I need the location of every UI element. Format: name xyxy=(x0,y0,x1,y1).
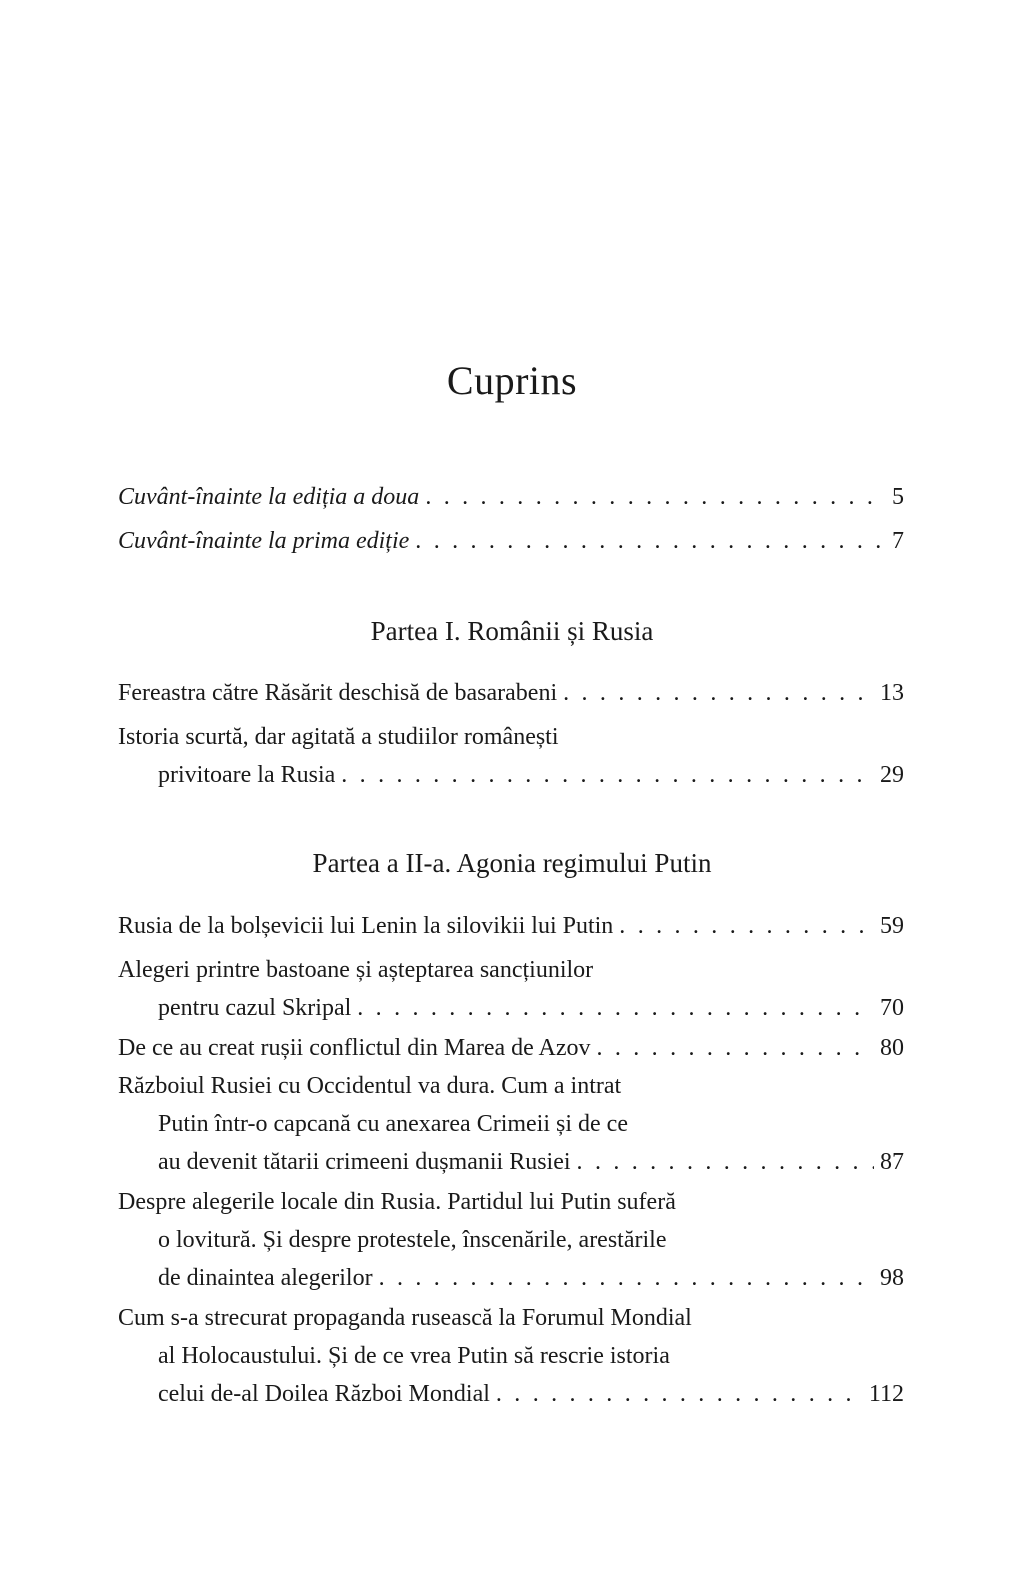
toc-entry-title: al Holocaustului. Și de ce vrea Putin să rescrie istoria xyxy=(158,1343,670,1369)
toc-entry-title: Alegeri printre bastoane și așteptarea sancțiunilor xyxy=(118,957,594,983)
toc-entry-line xyxy=(118,1298,904,1338)
toc-page-number: 70 xyxy=(880,995,904,1021)
toc-entry-title: au devenit tătarii crimeeni dușmanii Rusiei xyxy=(158,1149,571,1175)
toc-page-number: 13 xyxy=(880,680,904,706)
page-title: Cuprins xyxy=(446,358,578,403)
leader-dots xyxy=(563,673,874,713)
toc-entry-line xyxy=(118,950,904,990)
toc-entry-title: Fereastra către Răsărit deschisă de basarabeni xyxy=(118,680,558,706)
leader-dots xyxy=(596,1028,874,1068)
leader-dots xyxy=(496,1374,863,1414)
toc-page-number: 87 xyxy=(880,1149,904,1175)
toc-entry-line xyxy=(118,1104,904,1144)
toc-entry xyxy=(118,1374,904,1414)
toc-page-number: 80 xyxy=(880,1035,904,1061)
toc-entry-title: pentru cazul Skripal xyxy=(158,995,352,1021)
toc-page-number: 29 xyxy=(880,762,904,788)
leader-dots xyxy=(357,988,874,1028)
toc-entry xyxy=(118,988,904,1028)
toc-entry-title: Cuvânt-înainte la ediția a doua xyxy=(118,484,420,510)
toc-page-number: 59 xyxy=(880,913,904,939)
toc-entry-title: Rusia de la bolșevicii lui Lenin la silovikii lui Putin xyxy=(118,913,614,939)
toc-entry-title: Putin într-o capcană cu anexarea Crimeii și de ce xyxy=(158,1111,628,1137)
toc-entry-title: o lovitură. Și despre protestele, înscenările, arestările xyxy=(158,1227,667,1253)
toc-entry-title: De ce au creat rușii conflictul din Marea de Azov xyxy=(118,1035,591,1061)
toc-entry xyxy=(118,477,904,517)
toc-entry-line xyxy=(118,1066,904,1106)
leader-dots xyxy=(425,477,886,517)
toc-entry xyxy=(118,673,904,713)
toc-entry-title: Istoria scurtă, dar agitată a studiilor românești xyxy=(118,724,559,750)
toc-entry-title: Despre alegerile locale din Rusia. Partidul lui Putin suferă xyxy=(118,1189,676,1215)
leader-dots xyxy=(619,906,874,946)
toc-entry-line xyxy=(118,1182,904,1222)
toc-entry-title: de dinaintea alegerilor xyxy=(158,1265,373,1291)
toc-entry xyxy=(118,1028,904,1068)
toc-entry-line xyxy=(118,1220,904,1260)
part-heading: Partea I. Românii și Rusia xyxy=(370,616,654,646)
toc-entry xyxy=(118,1142,904,1182)
toc-entry xyxy=(118,1258,904,1298)
toc-entry-line xyxy=(118,717,904,757)
toc-entry-title: Războiul Rusiei cu Occidentul va dura. Cum a intrat xyxy=(118,1073,622,1099)
toc-entry xyxy=(118,755,904,795)
part-heading: Partea a II-a. Agonia regimului Putin xyxy=(312,848,712,878)
toc-entry-title: Cuvânt-înainte la prima ediție xyxy=(118,528,410,554)
toc-page-number: 112 xyxy=(868,1381,904,1407)
leader-dots xyxy=(341,755,874,795)
toc-entry xyxy=(118,521,904,561)
toc-entry xyxy=(118,906,904,946)
leader-dots xyxy=(379,1258,874,1298)
toc-entry-title: Cum s-a strecurat propaganda rusească la Forumul Mondial xyxy=(118,1305,692,1331)
leader-dots xyxy=(415,521,886,561)
toc-entry-title: privitoare la Rusia xyxy=(158,762,336,788)
leader-dots xyxy=(577,1142,874,1182)
toc-page-number: 5 xyxy=(892,484,904,510)
toc-page-number: 98 xyxy=(880,1265,904,1291)
toc-entry-title: celui de-al Doilea Război Mondial xyxy=(158,1381,490,1407)
toc-page-number: 7 xyxy=(892,528,904,554)
toc-entry-line xyxy=(118,1336,904,1376)
